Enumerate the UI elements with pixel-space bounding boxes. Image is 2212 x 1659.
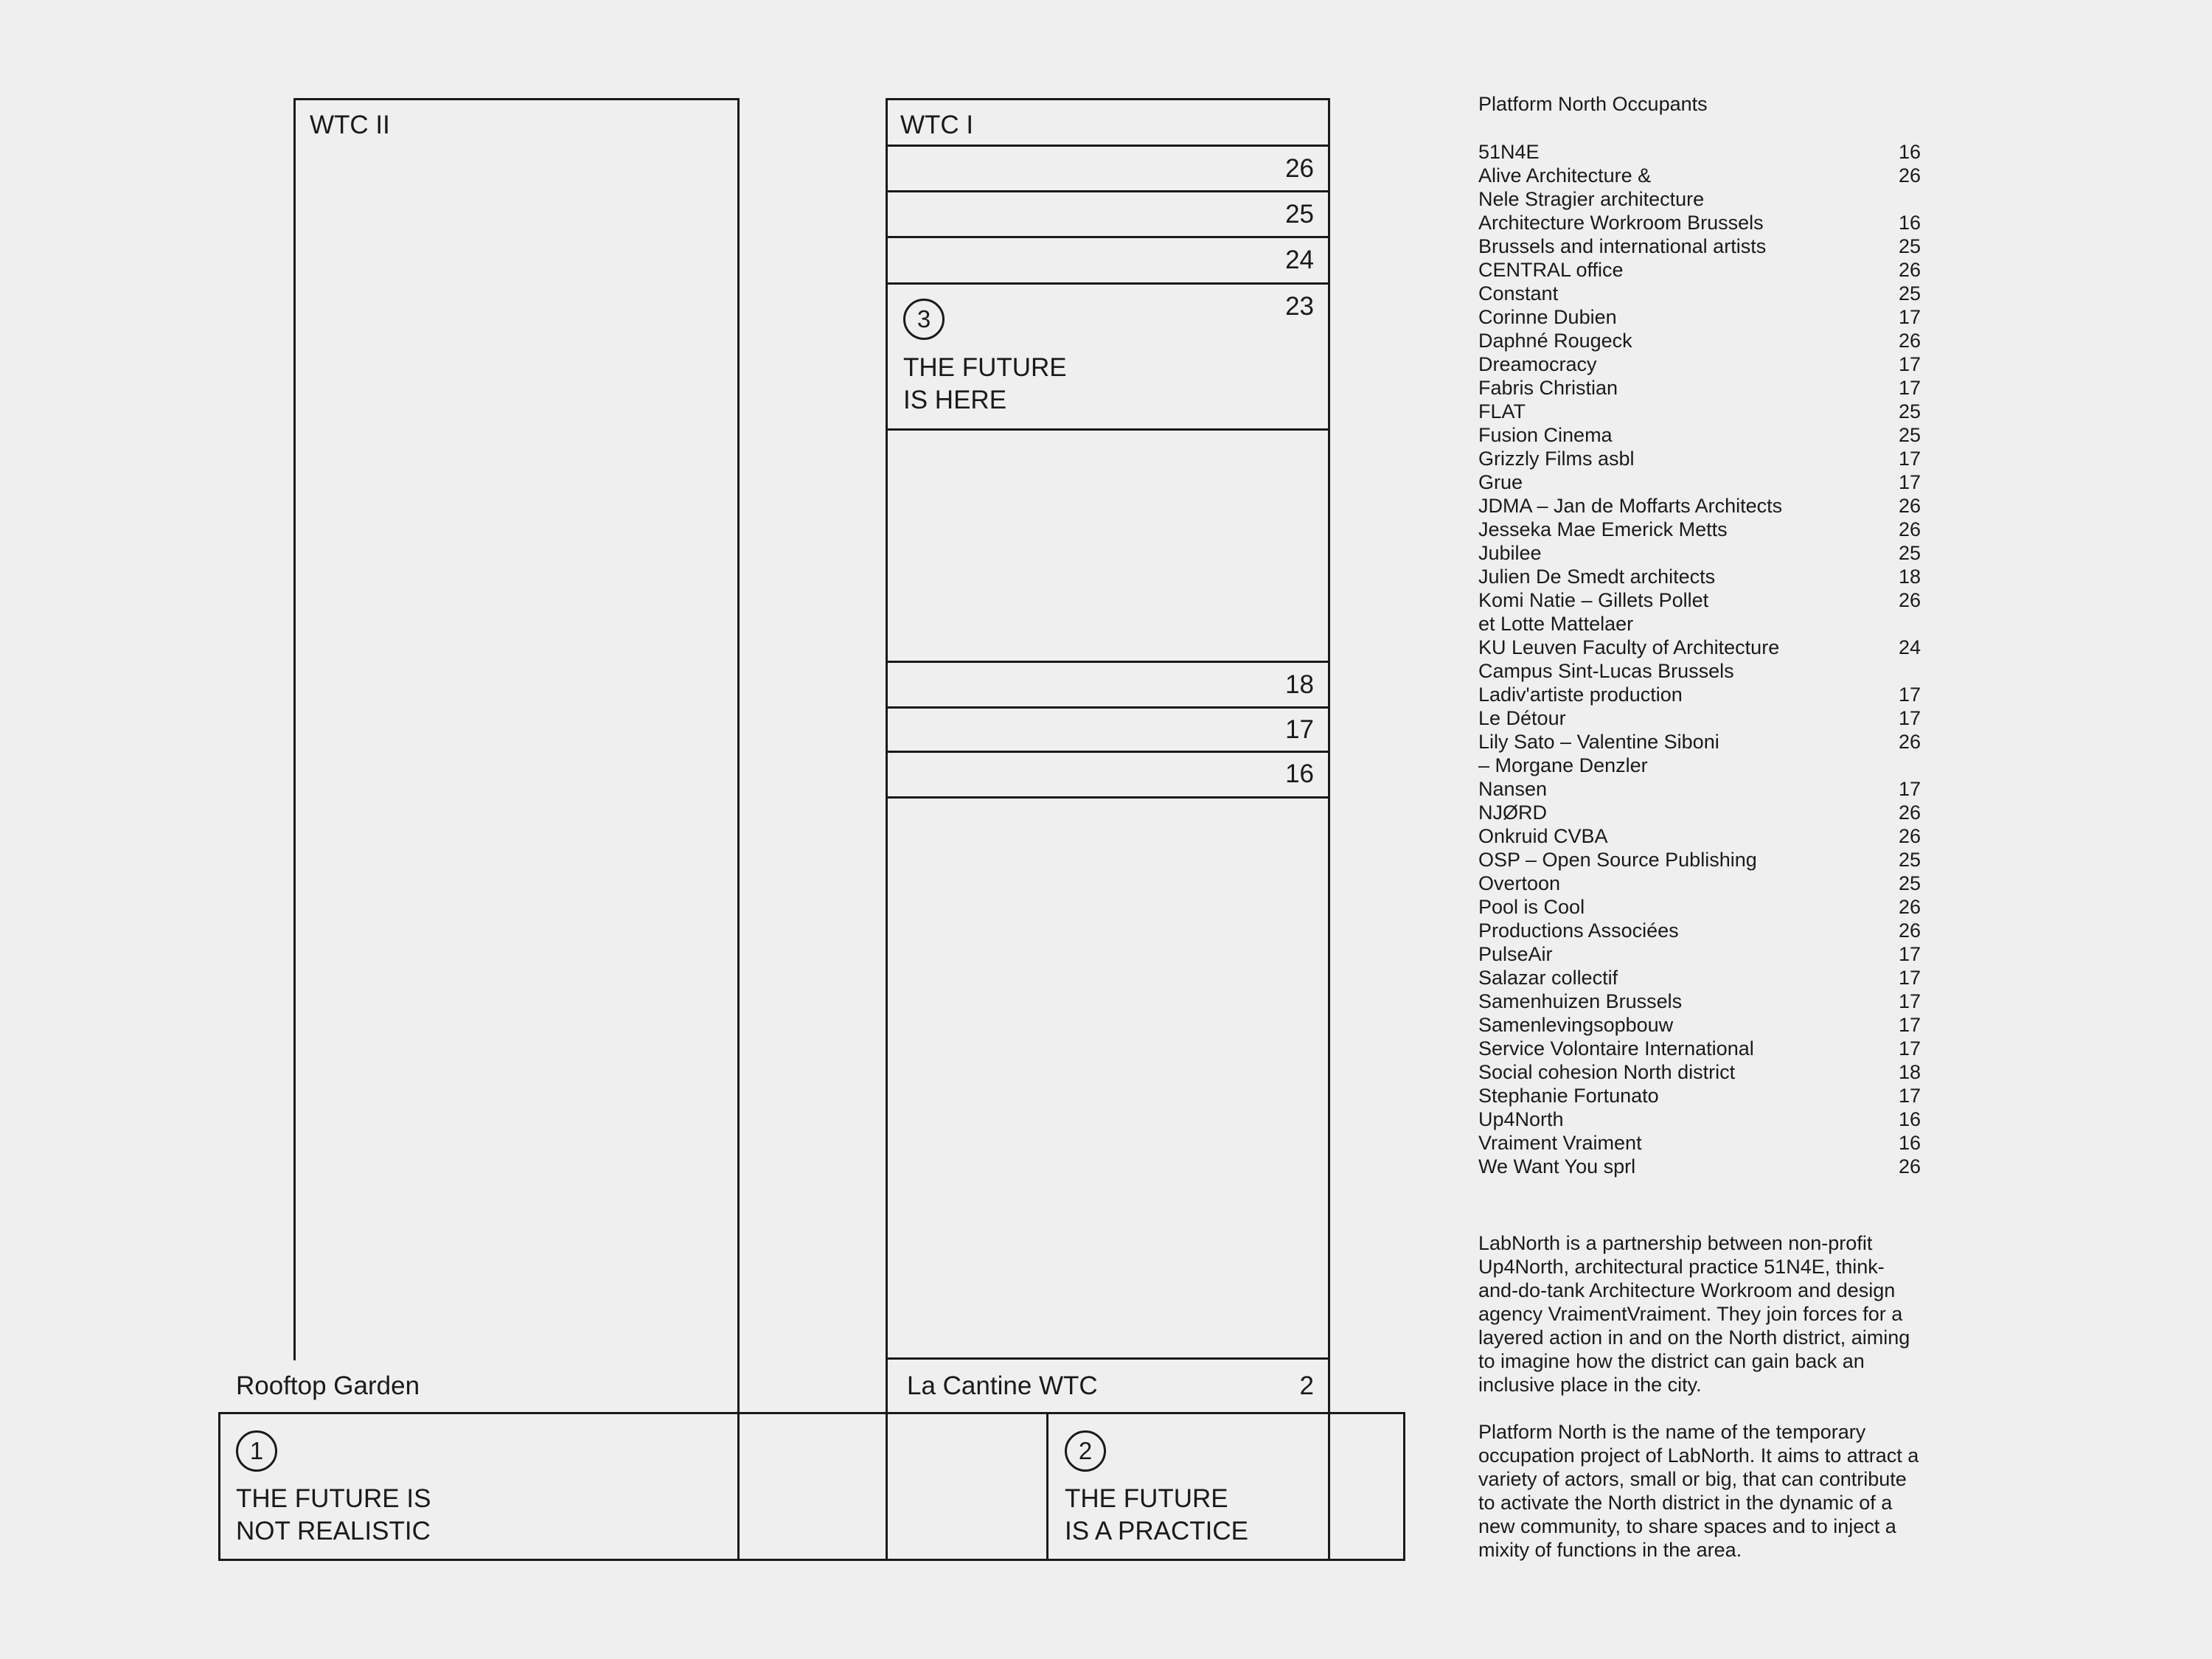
occupant-row: [1478, 683, 1921, 706]
occupant-floor: 25: [1898, 424, 1921, 446]
occupant-row: [1478, 1060, 1921, 1084]
occupant-name: Pool is Cool: [1478, 896, 1585, 918]
occupant-name: Daphné Rougeck: [1478, 330, 1632, 352]
plinth-divider: [737, 1412, 740, 1561]
occupant-floor: 17: [1898, 778, 1921, 800]
occupant-name: Dreamocracy: [1478, 353, 1597, 375]
occupant-floor: 17: [1898, 990, 1921, 1012]
occupants-list: [1478, 140, 1921, 1178]
occupant-row: [1478, 1155, 1921, 1178]
occupant-name: Lily Sato – Valentine Siboni – Morgane Denzler: [1478, 731, 1719, 776]
occupant-row: [1478, 824, 1921, 848]
occupant-row: [1478, 777, 1921, 801]
occupant-row: [1478, 211, 1921, 234]
occupant-row: [1478, 234, 1921, 258]
occupant-name: Samenlevingsopbouw: [1478, 1014, 1674, 1036]
occupant-floor: 16: [1898, 1108, 1921, 1130]
occupant-name: Constant: [1478, 282, 1559, 305]
occupant-name: Jesseka Mae Emerick Metts: [1478, 518, 1728, 540]
occupant-name: Onkruid CVBA: [1478, 825, 1608, 847]
occupant-row: [1478, 1107, 1921, 1131]
floor-number: 16: [1285, 759, 1314, 788]
occupant-floor: 25: [1898, 235, 1921, 257]
occupant-name: Alive Architecture & Nele Stragier architecture: [1478, 164, 1705, 210]
occupant-name: Fusion Cinema: [1478, 424, 1613, 446]
occupant-floor: 17: [1898, 684, 1921, 706]
occupant-floor: 17: [1898, 377, 1921, 399]
label-1-circle: 1: [236, 1430, 277, 1472]
occupant-row: [1478, 329, 1921, 352]
occupant-row: [1478, 942, 1921, 966]
occupant-floor: 26: [1898, 589, 1921, 611]
floor-number: 17: [1285, 715, 1314, 744]
occupant-row: [1478, 966, 1921, 990]
occupant-name: Corinne Dubien: [1478, 306, 1617, 328]
occupant-row: [1478, 447, 1921, 470]
occupant-name: Architecture Workroom Brussels: [1478, 212, 1764, 234]
occupant-row: [1478, 895, 1921, 919]
occupant-name: Service Volontaire International: [1478, 1037, 1754, 1060]
occupant-name: Social cohesion North district: [1478, 1061, 1736, 1083]
occupant-floor: 25: [1898, 872, 1921, 894]
occupant-row: [1478, 164, 1921, 211]
occupants-heading: Platform North Occupants: [1478, 93, 1708, 115]
occupant-row: [1478, 730, 1921, 777]
occupant-name: NJØRD: [1478, 801, 1547, 824]
occupant-row: [1478, 1131, 1921, 1155]
occupant-row: [1478, 1037, 1921, 1060]
occupant-floor: 17: [1898, 943, 1921, 965]
occupant-floor: 24: [1898, 636, 1921, 658]
occupant-floor: 17: [1898, 306, 1921, 328]
occupant-floor: 17: [1898, 967, 1921, 989]
floor-divider: [886, 428, 1330, 431]
occupant-row: [1478, 1084, 1921, 1107]
occupant-row: [1478, 470, 1921, 494]
occupant-row: [1478, 565, 1921, 588]
occupant-floor: 25: [1898, 542, 1921, 564]
occupant-row: [1478, 801, 1921, 824]
occupant-floor: 26: [1898, 825, 1921, 847]
occupant-name: Vraiment Vraiment: [1478, 1132, 1642, 1154]
floor-divider: [886, 1357, 1330, 1360]
floor-number: 26: [1285, 154, 1314, 183]
floor-divider: [886, 661, 1330, 663]
label-1-text: THE FUTURE IS NOT REALISTIC: [236, 1484, 431, 1545]
occupant-floor: 17: [1898, 707, 1921, 729]
occupant-floor: 26: [1898, 330, 1921, 352]
occupant-name: Jubilee: [1478, 542, 1542, 564]
cantine-label: La Cantine WTC: [907, 1371, 1098, 1400]
paragraph-platform-north: Platform North is the name of the temporary occupation project of LabNorth. It aims to attract a variety of actors, small or big, that can contribute to activate the North district in the dynamic of a new community, to share spaces and to inject a mixity of functions in the area.: [1478, 1421, 1919, 1561]
occupant-name: CENTRAL office: [1478, 259, 1624, 281]
occupant-row: [1478, 518, 1921, 541]
floor-divider: [886, 751, 1330, 753]
occupant-name: Le Détour: [1478, 707, 1566, 729]
wtc1-title: WTC I: [900, 111, 974, 139]
occupant-row: [1478, 140, 1921, 164]
occupant-name: 51N4E: [1478, 141, 1540, 163]
cantine-floor: 2: [1299, 1371, 1314, 1400]
occupant-name: Stephanie Fortunato: [1478, 1085, 1659, 1107]
occupant-row: [1478, 282, 1921, 305]
floor-divider: [886, 796, 1330, 799]
occupant-row: [1478, 848, 1921, 872]
occupant-name: PulseAir: [1478, 943, 1553, 965]
occupant-floor: 26: [1898, 919, 1921, 942]
occupant-floor: 17: [1898, 353, 1921, 375]
occupant-floor: 18: [1898, 1061, 1921, 1083]
occupant-floor: 26: [1898, 495, 1921, 517]
occupant-name: Brussels and international artists: [1478, 235, 1767, 257]
occupant-floor: 17: [1898, 1085, 1921, 1107]
occupant-floor: 17: [1898, 1037, 1921, 1060]
occupant-name: Komi Natie – Gillets Pollet et Lotte Mattelaer: [1478, 589, 1709, 635]
occupant-name: FLAT: [1478, 400, 1526, 422]
occupant-row: [1478, 1013, 1921, 1037]
floor-number: 25: [1285, 200, 1314, 229]
label-2-text: THE FUTURE IS A PRACTICE: [1065, 1484, 1248, 1545]
wtc2-title: WTC II: [310, 111, 390, 139]
label-2-circle: 2: [1065, 1430, 1106, 1472]
occupant-floor: 26: [1898, 259, 1921, 281]
occupant-row: [1478, 990, 1921, 1013]
occupant-name: OSP – Open Source Publishing: [1478, 849, 1757, 871]
occupant-row: [1478, 541, 1921, 565]
occupant-floor: 16: [1898, 212, 1921, 234]
occupant-floor: 18: [1898, 566, 1921, 588]
occupant-row: [1478, 588, 1921, 636]
occupant-floor: 17: [1898, 1014, 1921, 1036]
occupant-row: [1478, 376, 1921, 400]
occupant-floor: 26: [1898, 731, 1921, 753]
floor-number: 23: [1285, 292, 1314, 321]
occupant-floor: 26: [1898, 518, 1921, 540]
occupant-row: [1478, 872, 1921, 895]
floor-number: 24: [1285, 246, 1314, 274]
occupant-name: Grizzly Films asbl: [1478, 448, 1635, 470]
rooftop-garden-label: Rooftop Garden: [236, 1371, 420, 1400]
occupant-row: [1478, 423, 1921, 447]
occupant-floor: 17: [1898, 448, 1921, 470]
floor-divider: [886, 190, 1330, 192]
occupant-name: We Want You sprl: [1478, 1155, 1636, 1178]
occupant-name: Productions Associées: [1478, 919, 1679, 942]
occupant-floor: 25: [1898, 282, 1921, 305]
occupant-name: Fabris Christian: [1478, 377, 1618, 399]
occupant-row: [1478, 706, 1921, 730]
label-3-circle: 3: [903, 299, 945, 340]
plinth-divider: [886, 1412, 888, 1561]
occupant-name: Grue: [1478, 471, 1523, 493]
occupant-name: Nansen: [1478, 778, 1548, 800]
occupant-name: Ladiv'artiste production: [1478, 684, 1683, 706]
occupant-row: [1478, 494, 1921, 518]
paragraph-labnorth: LabNorth is a partnership between non-profit Up4North, architectural practice 51N4E, think-and-do-tank Architecture Workroom and design agency VraimentVraiment. They join forces for a layered action in and on the North district, aiming to imagine how the district can gain back an inclusive place in the city.: [1478, 1232, 1910, 1396]
floor-number: 18: [1285, 670, 1314, 699]
plinth-divider: [1328, 1412, 1330, 1561]
occupant-row: [1478, 258, 1921, 282]
occupant-floor: 25: [1898, 849, 1921, 871]
occupant-floor: 17: [1898, 471, 1921, 493]
occupant-name: Julien De Smedt architects: [1478, 566, 1716, 588]
occupant-row: [1478, 305, 1921, 329]
occupant-floor: 16: [1898, 1132, 1921, 1154]
wtc2-tower: [293, 98, 740, 1414]
occupant-row: [1478, 400, 1921, 423]
occupant-row: [1478, 352, 1921, 376]
floor-divider: [886, 236, 1330, 238]
occupant-floor: 25: [1898, 400, 1921, 422]
occupant-name: Salazar collectif: [1478, 967, 1618, 989]
occupant-floor: 26: [1898, 896, 1921, 918]
occupant-floor: 26: [1898, 801, 1921, 824]
occupant-floor: 26: [1898, 164, 1921, 187]
occupant-floor: 26: [1898, 1155, 1921, 1178]
occupant-name: Up4North: [1478, 1108, 1564, 1130]
plinth-divider: [1046, 1412, 1048, 1561]
floor-divider: [886, 706, 1330, 709]
wtc1-tower: [886, 98, 1330, 1414]
label-3-text: THE FUTURE IS HERE: [903, 353, 1067, 414]
floor-divider: [886, 145, 1330, 147]
occupant-row: [1478, 636, 1921, 683]
occupant-name: Samenhuizen Brussels: [1478, 990, 1683, 1012]
occupant-name: Overtoon: [1478, 872, 1561, 894]
occupant-name: JDMA – Jan de Moffarts Architects: [1478, 495, 1783, 517]
floor-divider: [886, 282, 1330, 285]
occupant-name: KU Leuven Faculty of Architecture Campus Sint-Lucas Brussels: [1478, 636, 1780, 682]
occupant-row: [1478, 919, 1921, 942]
occupant-floor: 16: [1898, 141, 1921, 163]
